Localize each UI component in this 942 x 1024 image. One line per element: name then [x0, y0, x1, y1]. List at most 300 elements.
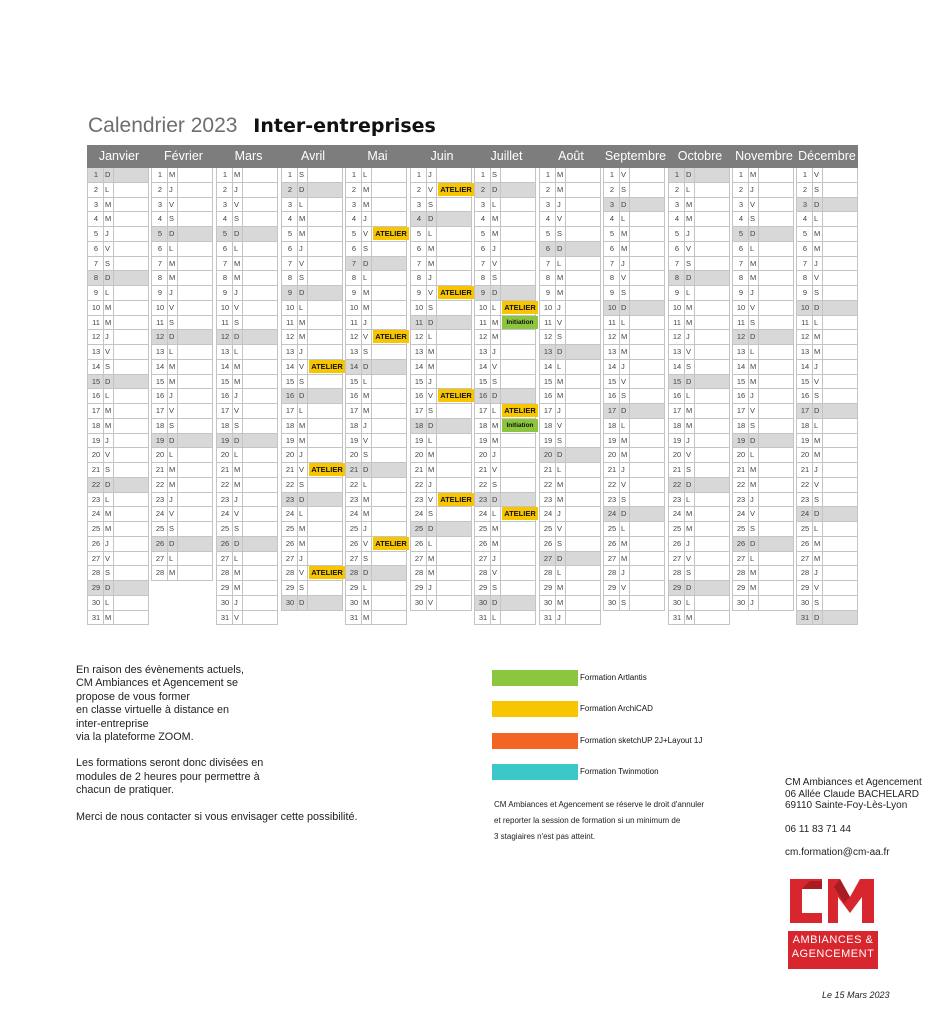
day-letter: J [363, 214, 367, 224]
legend-swatch [492, 701, 578, 717]
day-letter: M [814, 347, 821, 356]
day-number: 9 [351, 288, 357, 297]
day-number: 25 [672, 524, 682, 533]
day-cell [669, 168, 729, 183]
day-letter: L [299, 509, 304, 519]
day-number: 28 [155, 568, 165, 578]
day-number: 22 [155, 479, 165, 489]
day-number: 6 [802, 243, 808, 253]
day-cell [604, 507, 664, 522]
day-number: 12 [736, 332, 746, 342]
day-letter: M [686, 317, 693, 327]
day-letter: J [621, 465, 625, 474]
day-cell [152, 286, 212, 301]
day-letter: D [814, 612, 820, 622]
day-letter: L [557, 568, 562, 578]
day-letter: M [621, 435, 628, 445]
day-cell [411, 198, 471, 213]
day-number: 27 [607, 553, 617, 563]
day-letter: V [363, 538, 369, 548]
day-cell [282, 581, 342, 596]
day-letter: S [492, 170, 498, 179]
day-cell [797, 286, 857, 301]
day-cell [797, 463, 857, 478]
day-cell [669, 212, 729, 227]
day-letter: D [686, 376, 692, 386]
day-letter: J [557, 302, 561, 312]
contact-email[interactable]: cm.formation@cm-aa.fr [785, 847, 890, 858]
day-cell [346, 448, 406, 463]
day-letter: M [299, 332, 306, 342]
document-date: Le 15 Mars 2023 [822, 990, 890, 1000]
day-cell [346, 507, 406, 522]
day-cell [411, 448, 471, 463]
day-number: 4 [157, 214, 163, 224]
day-cell [217, 404, 277, 419]
day-letter: L [750, 450, 755, 460]
day-number: 26 [478, 538, 488, 548]
day-letter: L [105, 494, 110, 504]
day-letter: S [363, 450, 369, 460]
day-cell [540, 522, 600, 537]
day-number: 16 [414, 391, 424, 401]
day-letter: S [428, 199, 434, 209]
day-cell [797, 227, 857, 242]
day-letter: J [686, 538, 690, 548]
day-cell [604, 242, 664, 257]
day-number: 15 [220, 376, 230, 386]
day-letter: J [814, 568, 818, 578]
day-number: 21 [607, 465, 617, 474]
training-event-archicad: ATELIER [502, 301, 538, 314]
day-letter: D [428, 524, 434, 533]
day-number: 16 [220, 391, 230, 401]
day-cell [411, 463, 471, 478]
day-letter: V [814, 273, 820, 283]
day-number: 3 [93, 199, 99, 209]
day-number: 6 [609, 243, 615, 253]
day-number: 14 [91, 361, 101, 371]
day-letter: S [814, 597, 820, 607]
day-cell [797, 301, 857, 316]
day-cell [733, 198, 793, 213]
day-number: 11 [801, 317, 809, 327]
month-column [603, 168, 665, 611]
day-letter: S [686, 465, 692, 474]
day-number: 2 [802, 184, 808, 194]
day-number: 5 [157, 229, 163, 238]
day-number: 25 [736, 524, 746, 533]
day-number: 22 [607, 479, 617, 489]
day-cell [152, 212, 212, 227]
day-letter: V [492, 465, 498, 474]
day-cell [346, 596, 406, 611]
day-letter: J [557, 199, 561, 209]
day-letter: S [621, 288, 627, 297]
day-number: 5 [416, 229, 422, 238]
day-letter: D [814, 199, 820, 209]
day-number: 15 [414, 376, 424, 386]
day-number: 28 [91, 568, 101, 578]
day-letter: M [492, 229, 499, 238]
day-number: 5 [802, 229, 808, 238]
day-cell [733, 330, 793, 345]
day-cell [217, 168, 277, 183]
day-cell [346, 227, 406, 242]
day-cell [346, 212, 406, 227]
day-cell [88, 345, 148, 360]
day-number: 15 [736, 376, 746, 386]
day-letter: M [169, 465, 176, 474]
day-letter: L [105, 391, 110, 401]
day-letter: S [428, 509, 434, 519]
day-number: 5 [545, 229, 551, 238]
day-letter: S [557, 538, 563, 548]
day-cell [152, 493, 212, 508]
day-letter: V [750, 509, 756, 519]
day-cell [282, 168, 342, 183]
day-letter: M [686, 199, 693, 209]
day-number: 15 [91, 376, 101, 386]
day-letter: J [428, 273, 432, 283]
day-letter: J [750, 597, 754, 607]
day-number: 10 [736, 302, 746, 312]
day-letter: V [363, 332, 369, 342]
day-letter: J [428, 376, 432, 386]
day-cell [733, 360, 793, 375]
day-letter: S [299, 583, 305, 592]
day-number: 4 [480, 214, 486, 224]
day-number: 16 [607, 391, 617, 401]
day-number: 21 [220, 465, 230, 474]
day-cell [88, 286, 148, 301]
day-number: 10 [478, 302, 488, 312]
day-number: 21 [800, 465, 810, 474]
day-letter: L [557, 361, 562, 371]
day-cell [669, 463, 729, 478]
day-cell [346, 389, 406, 404]
day-letter: D [234, 332, 240, 342]
day-letter: D [750, 332, 756, 342]
day-letter: D [492, 184, 498, 194]
day-letter: S [234, 524, 240, 533]
day-letter: M [234, 568, 241, 578]
training-event-archicad: ATELIER [438, 493, 474, 506]
day-number: 2 [287, 184, 293, 194]
day-cell [217, 242, 277, 257]
day-number: 1 [802, 170, 808, 179]
day-letter: J [299, 347, 303, 356]
day-letter: J [363, 420, 367, 430]
month-header-12: Décembre [798, 149, 856, 163]
day-number: 24 [220, 509, 230, 519]
day-number: 25 [800, 524, 810, 533]
day-cell [604, 522, 664, 537]
legend-swatch [492, 764, 578, 780]
day-number: 2 [93, 184, 99, 194]
day-number: 27 [478, 553, 488, 563]
day-cell [733, 271, 793, 286]
day-cell [540, 257, 600, 272]
day-cell [733, 419, 793, 434]
day-letter: S [557, 332, 563, 342]
day-letter: S [492, 376, 498, 386]
day-number: 12 [414, 332, 424, 342]
day-letter: M [814, 332, 821, 342]
day-letter: M [234, 361, 241, 371]
contact-address-2: 69110 Sainte-Foy-Lès-Lyon [785, 800, 908, 811]
day-cell [604, 360, 664, 375]
day-letter: J [750, 391, 754, 401]
day-number: 28 [672, 568, 682, 578]
day-cell [152, 345, 212, 360]
training-event-archicad: ATELIER [309, 463, 345, 476]
day-number: 8 [93, 273, 99, 283]
day-number: 12 [220, 332, 230, 342]
day-letter: V [234, 406, 240, 415]
day-number: 20 [414, 450, 424, 460]
training-event-archicad: ATELIER [309, 566, 345, 579]
day-number: 2 [416, 184, 422, 194]
day-letter: D [686, 170, 692, 179]
day-letter: J [686, 435, 690, 445]
day-number: 27 [220, 553, 230, 563]
day-cell [540, 434, 600, 449]
day-number: 27 [349, 553, 359, 563]
day-cell [88, 257, 148, 272]
day-letter: J [621, 361, 625, 371]
day-cell [282, 448, 342, 463]
day-letter: M [234, 273, 241, 283]
month-column [796, 168, 858, 625]
day-letter: J [557, 406, 561, 415]
day-number: 8 [351, 273, 357, 283]
day-letter: M [814, 435, 821, 445]
day-letter: M [621, 450, 628, 460]
day-letter: S [686, 361, 692, 371]
day-cell [282, 419, 342, 434]
day-cell [604, 537, 664, 552]
day-cell [217, 389, 277, 404]
day-number: 20 [478, 450, 488, 460]
day-cell [152, 522, 212, 537]
day-letter: V [299, 465, 305, 474]
day-cell [797, 448, 857, 463]
day-letter: J [363, 317, 367, 327]
day-number: 13 [672, 347, 682, 356]
day-letter: J [814, 465, 818, 474]
day-letter: D [814, 406, 820, 415]
day-letter: M [363, 494, 370, 504]
day-cell [411, 389, 471, 404]
day-cell [475, 596, 535, 611]
day-cell [282, 330, 342, 345]
day-letter: J [105, 538, 109, 548]
day-number: 18 [800, 420, 810, 430]
day-cell [733, 596, 793, 611]
day-number: 19 [91, 435, 101, 445]
day-cell [411, 581, 471, 596]
day-letter: M [492, 524, 499, 533]
day-number: 6 [351, 243, 357, 253]
day-number: 24 [800, 509, 810, 519]
day-number: 16 [800, 391, 810, 401]
day-letter: M [105, 199, 112, 209]
day-letter: L [750, 553, 755, 563]
day-letter: J [492, 450, 496, 460]
day-number: 18 [543, 420, 553, 430]
day-letter: J [428, 170, 432, 179]
day-number: 30 [800, 597, 810, 607]
day-cell [604, 257, 664, 272]
day-cell [88, 463, 148, 478]
day-number: 30 [736, 597, 746, 607]
day-letter: M [814, 553, 821, 563]
day-cell [282, 404, 342, 419]
day-cell [88, 434, 148, 449]
day-cell [797, 537, 857, 552]
day-cell [604, 389, 664, 404]
day-cell [797, 581, 857, 596]
day-cell [88, 271, 148, 286]
day-number: 9 [609, 288, 615, 297]
day-letter: V [428, 494, 434, 504]
day-number: 8 [545, 273, 551, 283]
day-number: 17 [285, 406, 295, 415]
day-cell [282, 301, 342, 316]
day-number: 6 [416, 243, 422, 253]
day-letter: V [234, 302, 240, 312]
day-cell [604, 552, 664, 567]
day-number: 1 [545, 170, 551, 179]
day-number: 20 [543, 450, 553, 460]
day-cell [411, 212, 471, 227]
day-letter: S [814, 184, 820, 194]
day-cell [411, 168, 471, 183]
day-number: 27 [285, 553, 295, 563]
day-letter: D [169, 538, 175, 548]
day-letter: M [814, 243, 821, 253]
day-cell [152, 463, 212, 478]
day-number: 14 [736, 361, 746, 371]
day-number: 30 [285, 597, 295, 607]
day-letter: L [621, 214, 626, 224]
day-number: 4 [351, 214, 357, 224]
day-number: 20 [155, 450, 165, 460]
day-number: 23 [736, 494, 746, 504]
day-number: 22 [478, 479, 488, 489]
day-cell [217, 522, 277, 537]
day-letter: M [169, 361, 176, 371]
day-cell [733, 345, 793, 360]
day-number: 6 [480, 243, 486, 253]
day-cell [152, 375, 212, 390]
day-cell [540, 448, 600, 463]
day-number: 6 [738, 243, 744, 253]
day-cell [733, 212, 793, 227]
day-letter: J [234, 391, 238, 401]
day-cell [282, 596, 342, 611]
day-letter: M [234, 465, 241, 474]
day-cell [733, 434, 793, 449]
day-number: 8 [738, 273, 744, 283]
training-event-archicad: ATELIER [373, 537, 409, 550]
day-number: 28 [285, 568, 295, 578]
day-cell [733, 301, 793, 316]
day-cell [797, 507, 857, 522]
day-number: 21 [672, 465, 682, 474]
day-letter: M [105, 420, 112, 430]
day-number: 27 [672, 553, 682, 563]
note-paragraph-3: Merci de nous contacter si vous envisager cette possibilité. [76, 810, 358, 823]
day-letter: V [105, 450, 111, 460]
day-number: 6 [287, 243, 293, 253]
day-cell [475, 419, 535, 434]
day-letter: S [363, 243, 369, 253]
day-number: 11 [350, 317, 358, 327]
day-cell [604, 404, 664, 419]
month-column [732, 168, 794, 611]
day-letter: M [621, 538, 628, 548]
day-letter: D [234, 538, 240, 548]
day-letter: D [557, 450, 563, 460]
day-cell [282, 507, 342, 522]
day-cell [346, 271, 406, 286]
day-cell [475, 242, 535, 257]
day-cell [669, 596, 729, 611]
day-cell [282, 552, 342, 567]
day-cell [282, 286, 342, 301]
day-letter: S [621, 391, 627, 401]
day-cell [540, 360, 600, 375]
day-number: 10 [155, 302, 165, 312]
day-letter: M [363, 184, 370, 194]
day-cell [475, 404, 535, 419]
day-cell [217, 448, 277, 463]
day-number: 30 [478, 597, 488, 607]
month-header-5: Mai [367, 149, 388, 163]
day-cell [346, 330, 406, 345]
day-cell [540, 581, 600, 596]
day-cell [88, 389, 148, 404]
day-letter: D [299, 184, 305, 194]
day-letter: J [299, 243, 303, 253]
day-number: 26 [285, 538, 295, 548]
day-number: 18 [414, 420, 424, 430]
month-column [281, 168, 343, 611]
day-letter: S [363, 347, 369, 356]
day-number: 4 [287, 214, 293, 224]
day-cell [346, 552, 406, 567]
day-number: 10 [91, 302, 101, 312]
day-number: 7 [416, 258, 422, 268]
day-number: 11 [156, 317, 164, 327]
day-cell [217, 581, 277, 596]
day-letter: V [492, 568, 498, 578]
day-letter: M [492, 435, 499, 445]
day-number: 10 [800, 302, 810, 312]
day-number: 17 [736, 406, 746, 415]
day-cell [88, 419, 148, 434]
day-number: 31 [672, 612, 682, 622]
note-paragraph-2: Les formations seront donc divisées en modules de 2 heures pour permettre à chacun de pratiquer. [76, 757, 264, 797]
day-letter: J [428, 583, 432, 592]
day-number: 5 [222, 229, 228, 238]
day-cell [475, 330, 535, 345]
day-cell [540, 212, 600, 227]
day-number: 26 [736, 538, 746, 548]
day-cell [411, 404, 471, 419]
